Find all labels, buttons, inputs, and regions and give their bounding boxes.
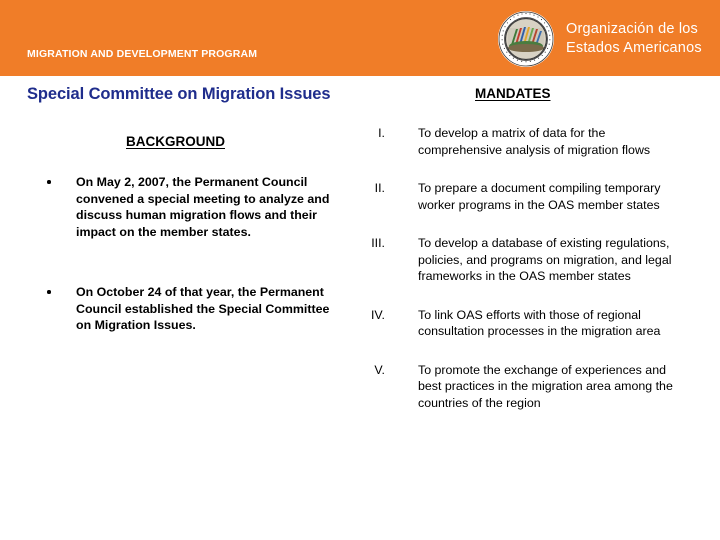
mandates-list <box>356 125 686 411</box>
page-title: Special Committee on Migration Issues <box>27 85 331 103</box>
mandate-numeral: IV. <box>370 307 385 322</box>
mandates-heading: MANDATES <box>475 86 551 101</box>
mandate-numeral: III. <box>371 236 385 250</box>
bullet-dot-icon <box>47 290 51 294</box>
oas-logo <box>497 9 712 69</box>
mandate-numeral: V. <box>374 362 385 377</box>
organization-name <box>566 20 702 58</box>
background-heading: BACKGROUND <box>126 134 225 149</box>
mandate-numeral: II. <box>374 181 385 195</box>
list-item <box>356 125 686 158</box>
mandate-text: To develop a matrix of data for the comprehensive analysis of migration flows <box>418 126 651 157</box>
mandate-numeral: I. <box>378 126 385 140</box>
mandate-text: To prepare a document compiling temporary worker programs in the OAS member states <box>418 181 661 212</box>
organization-name-line1: Organización de los <box>566 20 698 37</box>
organization-name-line2: Estados Americanos <box>566 40 702 56</box>
list-item <box>356 307 686 340</box>
program-title: MIGRATION AND DEVELOPMENT PROGRAM <box>27 48 258 60</box>
mandate-text: To link OAS efforts with those of regional consultation processes in the migration area <box>418 307 661 338</box>
list-item <box>356 180 686 213</box>
mandate-text: To develop a database of existing regulations, policies, and programs on migration, and legal frameworks in the OAS member states <box>418 236 672 283</box>
list-item <box>44 284 334 334</box>
mandate-text: To promote the exchange of experiences and best practices in the migration area among the countries of the region <box>418 362 673 410</box>
background-bullet-list <box>44 174 334 334</box>
bullet-dot-icon <box>47 180 51 184</box>
list-item <box>356 362 686 412</box>
list-item <box>44 174 334 240</box>
oas-seal-icon <box>497 10 555 68</box>
list-item-text: On May 2, 2007, the Permanent Council convened a special meeting to analyze and discuss human migration flows and their impact on the member states. <box>76 175 330 239</box>
list-item-text: On October 24 of that year, the Permanent Council established the Special Committee on Migration Issues. <box>76 285 330 332</box>
list-item <box>356 235 686 285</box>
